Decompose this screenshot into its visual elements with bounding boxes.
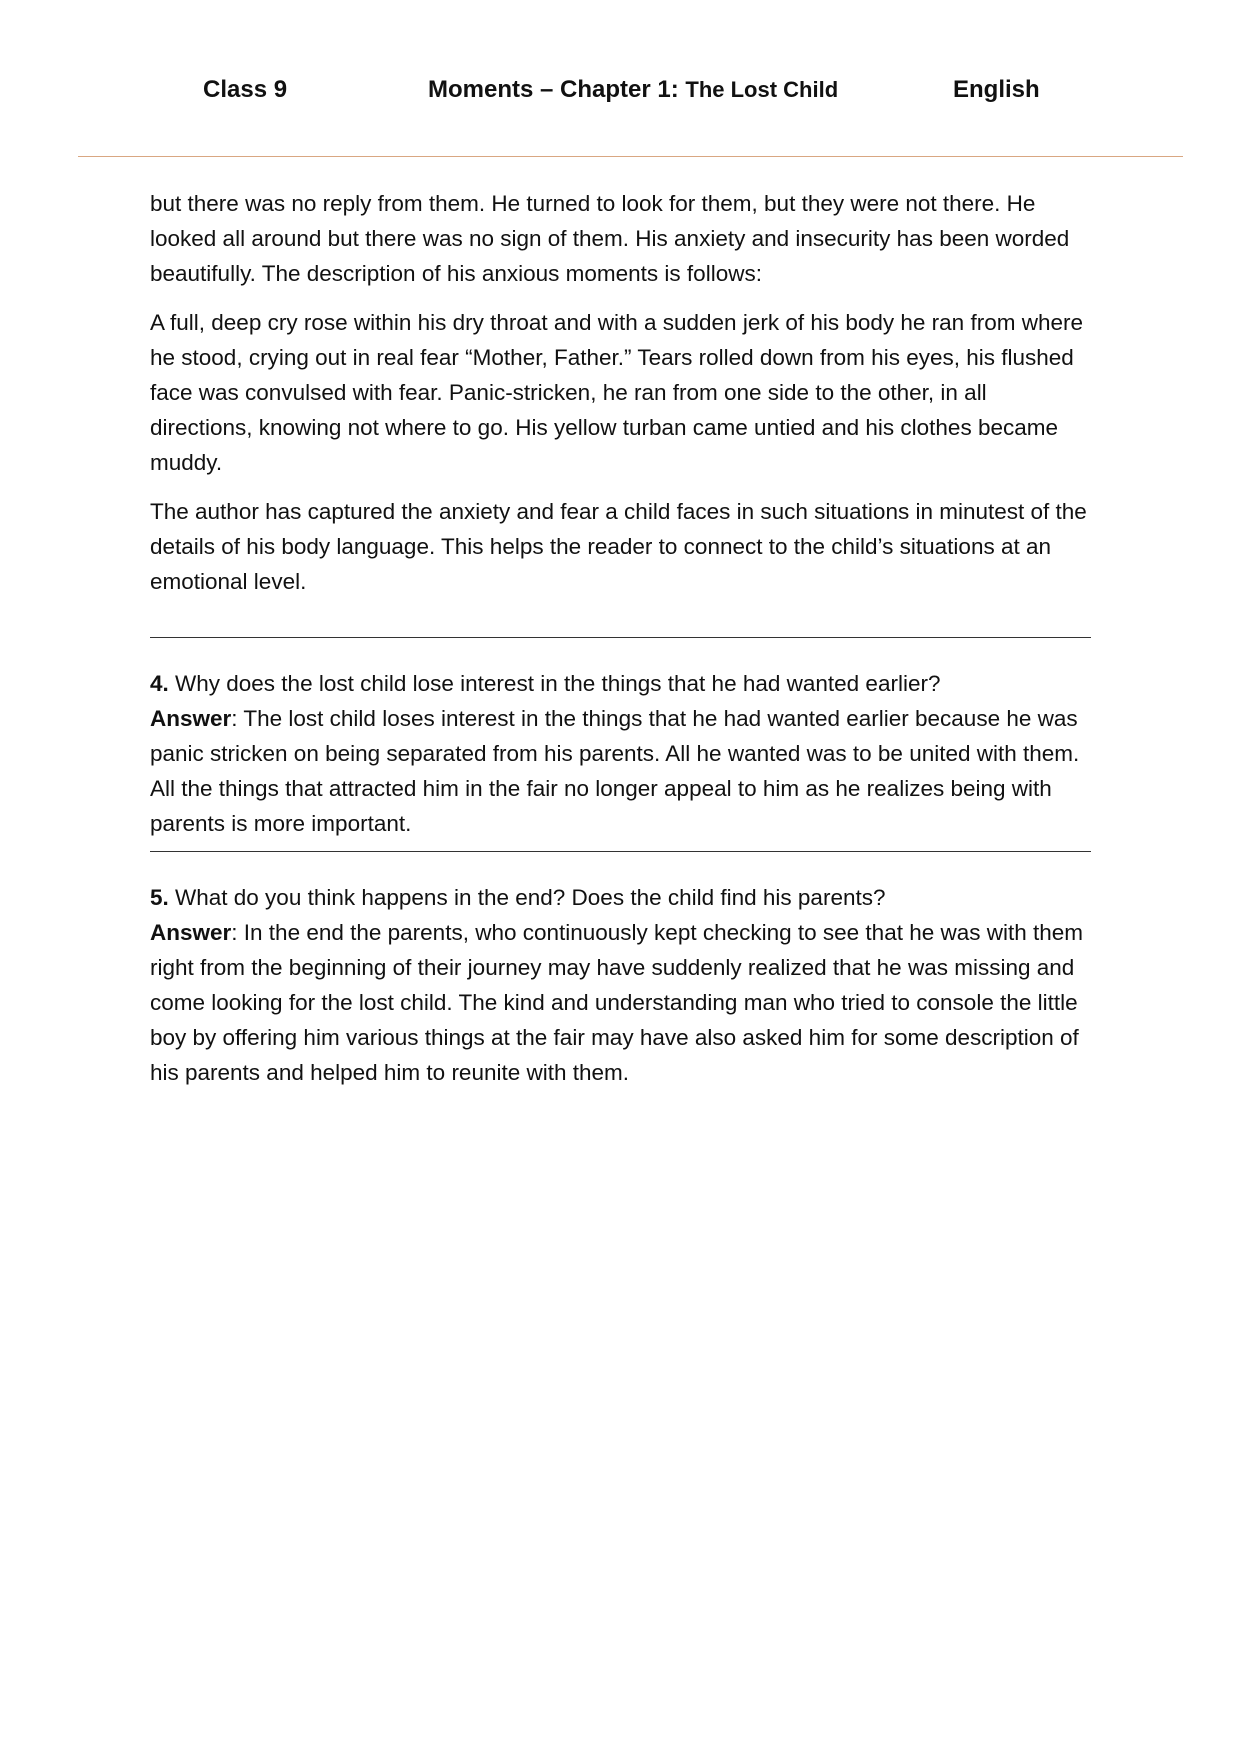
question-block-4 — [150, 666, 1095, 841]
header-subject-label: English — [953, 76, 1040, 103]
passage-paragraph-3: The author has captured the anxiety and fear a child faces in such situations in minutest of the details of his body language. This helps the reader to connect to the child’s situations at an emotional level. — [150, 499, 1087, 594]
question-4 — [150, 666, 1095, 701]
question-number: 4. — [150, 671, 169, 696]
answer-text: : In the end the parents, who continuously kept checking to see that he was with them right from the beginning of their journey may have suddenly realized that he was missing and come looking for the lost child. The kind and understanding man who tried to console the little boy by offering him various things at the fair may have also asked him for some description of his parents and helped him to reunite with them. — [150, 920, 1084, 1085]
header-class-label: Class 9 — [203, 76, 288, 103]
answer-4 — [150, 701, 1095, 841]
question-text: What do you think happens in the end? Does the child find his parents? — [168, 885, 886, 910]
answer-label: Answer — [150, 920, 232, 945]
header-title-prefix: Moments – Chapter 1: — [428, 76, 686, 103]
section-divider — [150, 637, 1091, 638]
passage-paragraph-1: but there was no reply from them. He turned to look for them, but they were not there. He looked all around but there was no sign of them. His anxiety and insecurity has been worded beautifully. The description of his anxious moments is follows: — [150, 191, 1070, 286]
answer-text: : The lost child loses interest in the things that he had wanted earlier because he was panic stricken on being separated from his parents. All he wanted was to be united with them. All the things that attracted him in the fair no longer appeal to him as he realizes being with parents is more important. — [150, 706, 1080, 836]
header-title-chapter: The Lost Child — [685, 77, 839, 102]
passage-paragraph-2: A full, deep cry rose within his dry throat and with a sudden jerk of his body he ran from where he stood, crying out in real fear “Mother, Father.” Tears rolled down from his eyes, his flushed face was convulsed with fear. Panic-stricken, he ran from one side to the other, in all directions, knowing not where to go. His yellow turban came untied and his clothes became muddy. — [150, 310, 1083, 475]
header-divider — [78, 156, 1183, 157]
question-block-5 — [150, 880, 1095, 1090]
section-divider — [150, 851, 1091, 852]
question-text: Why does the lost child lose interest in the things that he had wanted earlier? — [168, 671, 941, 696]
question-number: 5. — [150, 885, 169, 910]
page-content — [150, 186, 1095, 1090]
header-chapter-title — [428, 76, 838, 104]
answer-label: Answer — [150, 706, 232, 731]
question-5 — [150, 880, 1095, 915]
answer-5 — [150, 915, 1095, 1090]
page-header — [0, 76, 1240, 112]
